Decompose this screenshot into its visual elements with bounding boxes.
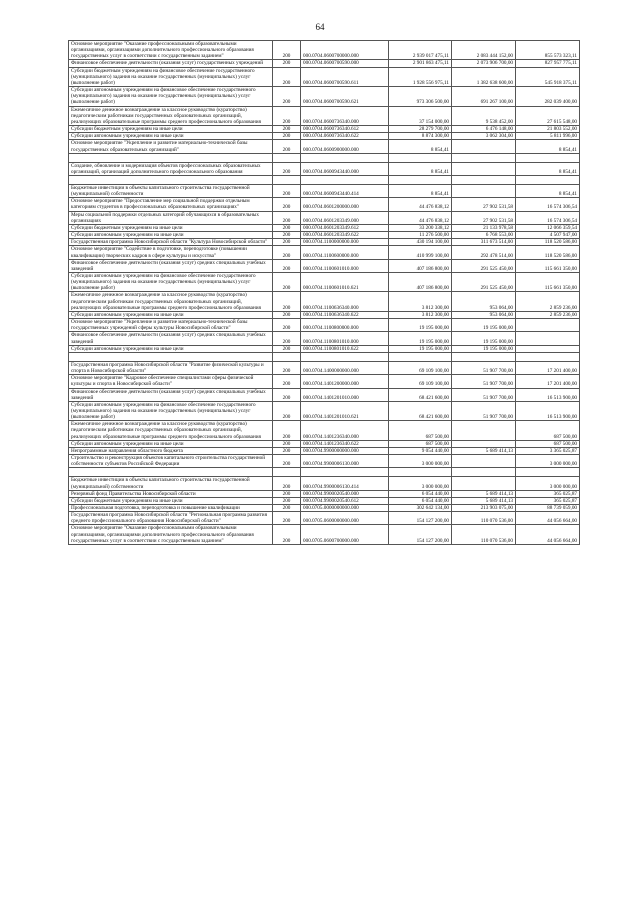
table-row	[69, 60, 580, 67]
executed-amount-cell: 691 267 100,00	[452, 87, 516, 106]
unexecuted-amount-cell: 115 661 350,00	[516, 259, 580, 272]
classification-code-cell	[301, 468, 389, 477]
table-row	[69, 106, 580, 125]
approved-amount-cell: 973 306 500,00	[389, 87, 452, 106]
executed-amount-cell	[452, 184, 516, 197]
expense-name-cell: Субсидии автономным учреждениям на иные цели	[69, 345, 273, 352]
unexecuted-amount-cell	[516, 345, 580, 352]
approved-amount-cell: 44 476 838,12	[389, 211, 452, 224]
classification-code-cell: 000.0705.0000000000.000	[301, 505, 389, 512]
executed-amount-cell: 311 673 514,00	[452, 239, 516, 246]
approved-amount-cell: 154 127 200,00	[389, 525, 452, 544]
table-row	[69, 133, 580, 140]
expense-name-cell: Субсидии автономным учреждениям на иные цели	[69, 133, 273, 140]
unexecuted-amount-cell: 545 918 375,11	[516, 67, 580, 86]
expense-name-cell: Субсидии автономным учреждениям на иные цели	[69, 232, 273, 239]
table-spacer-row	[69, 175, 580, 184]
expense-name-cell: Основное мероприятие "Содействие в подготовке, переподготовке (повышении квалификации) творческих кадров в сфере культуры и искусства"	[69, 246, 273, 259]
expense-name-cell	[69, 153, 273, 162]
table-row	[69, 259, 580, 272]
line-code-cell	[273, 352, 301, 361]
unexecuted-amount-cell: 365 025,87	[516, 490, 580, 497]
executed-amount-cell: 292 478 514,00	[452, 246, 516, 259]
line-code-cell: 200	[273, 375, 301, 388]
classification-code-cell: 000.0704.0601203349.000	[301, 211, 389, 224]
table-row	[69, 273, 580, 292]
line-code-cell: 200	[273, 497, 301, 504]
classification-code-cell: 000.0704.1100801010.622	[301, 345, 389, 352]
line-code-cell: 200	[273, 140, 301, 153]
expense-name-cell: Субсидии бюджетным учреждениям на финансовое обеспечение государственного (муниципального) задания на оказание государственных (муниципальных) услуг (выполнение работ)	[69, 67, 273, 86]
line-code-cell: 200	[273, 361, 301, 374]
line-code-cell: 200	[273, 211, 301, 224]
expense-name-cell: Субсидии автономным учреждениям на финансовое обеспечение государственного (муниципального) задания на оказание государственных (муниципальных) услуг (выполнение работ)	[69, 401, 273, 420]
unexecuted-amount-cell: 5 811 996,00	[516, 133, 580, 140]
approved-amount-cell: 3 000 000,00	[389, 455, 452, 468]
expense-name-cell: Основное мероприятие "Оказание профессиональными образовательными организациями, организациями дополнительного профессионального образования государственных услуг в соответствии с государственным заданием"	[69, 525, 273, 544]
approved-amount-cell: 33 200 338,12	[389, 224, 452, 231]
line-code-cell: 200	[273, 126, 301, 133]
expense-name-cell: Субсидии бюджетным учреждениям на иные цели	[69, 497, 273, 504]
executed-amount-cell	[452, 477, 516, 490]
unexecuted-amount-cell: 118 520 586,00	[516, 246, 580, 259]
executed-amount-cell: 110 070 536,00	[452, 525, 516, 544]
approved-amount-cell: 11 276 500,00	[389, 232, 452, 239]
approved-amount-cell	[389, 468, 452, 477]
approved-amount-cell: 410 999 100,00	[389, 246, 452, 259]
approved-amount-cell: 69 109 100,00	[389, 361, 452, 374]
table-row	[69, 311, 580, 318]
executed-amount-cell: 19 195 000,00	[452, 319, 516, 332]
classification-code-cell: 000.0704.1100601010.000	[301, 259, 389, 272]
executed-amount-cell	[452, 455, 516, 468]
expense-name-cell: Государственная программа Новосибирской области "Развитие физической культуры и спорта в Новосибирской области"	[69, 361, 273, 374]
unexecuted-amount-cell	[516, 352, 580, 361]
unexecuted-amount-cell: 27 615 548,00	[516, 106, 580, 125]
classification-code-cell: 000.0704.1100636340.622	[301, 311, 389, 318]
executed-amount-cell: 9 538 452,00	[452, 106, 516, 125]
table-row	[69, 440, 580, 447]
classification-code-cell: 000.0704.1400000000.000	[301, 361, 389, 374]
executed-amount-cell: 2 083 444 152,00	[452, 41, 516, 60]
table-row	[69, 239, 580, 246]
unexecuted-amount-cell: 687 500,00	[516, 421, 580, 440]
classification-code-cell	[301, 352, 389, 361]
unexecuted-amount-cell: 44 056 664,00	[516, 525, 580, 544]
unexecuted-amount-cell: 16 513 900,00	[516, 388, 580, 401]
unexecuted-amount-cell: 88 739 059,00	[516, 505, 580, 512]
classification-code-cell: 000.0704.0601200000.000	[301, 198, 389, 211]
table-row	[69, 361, 580, 374]
table-row	[69, 224, 580, 231]
classification-code-cell: 000.0704.1100000000.000	[301, 239, 389, 246]
line-code-cell: 200	[273, 198, 301, 211]
classification-code-cell: 000.0704.0600700000.000	[301, 41, 389, 60]
executed-amount-cell: 953 064,00	[452, 292, 516, 311]
expense-name-cell: Строительство и реконструкция объектов капитального строительства государственной собственности субъектов Российской Федерации	[69, 455, 273, 468]
unexecuted-amount-cell: 855 573 323,11	[516, 41, 580, 60]
unexecuted-amount-cell	[516, 175, 580, 184]
executed-amount-cell: 19 195 000,00	[452, 332, 516, 345]
classification-code-cell: 000.0705.0600700000.000	[301, 525, 389, 544]
line-code-cell: 200	[273, 232, 301, 239]
approved-amount-cell: 6 054 440,00	[389, 497, 452, 504]
classification-code-cell: 000.0704.0600700590.621	[301, 87, 389, 106]
table-row	[69, 525, 580, 544]
expense-name-cell: Субсидии бюджетным учреждениям на иные цели	[69, 224, 273, 231]
unexecuted-amount-cell	[516, 468, 580, 477]
line-code-cell	[273, 468, 301, 477]
line-code-cell: 200	[273, 447, 301, 454]
line-code-cell: 200	[273, 259, 301, 272]
classification-code-cell: 000.0704.1401201010.621	[301, 401, 389, 420]
approved-amount-cell: 68 421 600,00	[389, 388, 452, 401]
line-code-cell: 200	[273, 67, 301, 86]
unexecuted-amount-cell: 44 056 664,00	[516, 512, 580, 525]
line-code-cell: 200	[273, 246, 301, 259]
line-code-cell: 200	[273, 512, 301, 525]
expense-name-cell: Создание, обновление и модернизация объектов профессиональных образовательных организаций, организаций дополнительного профессионального образования	[69, 162, 273, 175]
table-row	[69, 505, 580, 512]
expense-name-cell: Непрограммные направления областного бюджета	[69, 447, 273, 454]
table-row	[69, 126, 580, 133]
unexecuted-amount-cell: 21 803 552,00	[516, 126, 580, 133]
expense-name-cell: Субсидии бюджетным учреждениям на иные цели	[69, 126, 273, 133]
line-code-cell: 200	[273, 525, 301, 544]
approved-amount-cell: 9 054 440,00	[389, 447, 452, 454]
classification-code-cell: 000.0704.9900006130.414	[301, 477, 389, 490]
expense-name-cell: Основное мероприятие "Кадровое обеспечение специалистами сферы физической культуры и спорта в Новосибирской области"	[69, 375, 273, 388]
executed-amount-cell: 213 903 075,00	[452, 505, 516, 512]
line-code-cell: 200	[273, 505, 301, 512]
table-row	[69, 319, 580, 332]
classification-code-cell: 000.0704.0600700590.611	[301, 67, 389, 86]
approved-amount-cell: 6 054 440,00	[389, 490, 452, 497]
unexecuted-amount-cell	[516, 319, 580, 332]
executed-amount-cell: 19 195 000,00	[452, 345, 516, 352]
unexecuted-amount-cell: 687 500,00	[516, 440, 580, 447]
unexecuted-amount-cell: 365 025,87	[516, 497, 580, 504]
line-code-cell: 200	[273, 401, 301, 420]
expense-name-cell: Финансовое обеспечение деятельности (оказания услуг) государственных учреждений	[69, 60, 273, 67]
classification-code-cell: 000.0704.1401200000.000	[301, 375, 389, 388]
table-row	[69, 388, 580, 401]
unexecuted-amount-cell: 12 066 359,54	[516, 224, 580, 231]
unexecuted-amount-cell: 16 513 900,00	[516, 401, 580, 420]
expense-name-cell: Ежемесячное денежное вознаграждение за классное руководство (кураторство) педагогическим работникам государственных образовательных организаций, реализующих образовательные программы среднего профессионального образования	[69, 106, 273, 125]
approved-amount-cell: 28 279 700,00	[389, 126, 452, 133]
table-row	[69, 198, 580, 211]
table-row	[69, 41, 580, 60]
unexecuted-amount-cell: 115 661 350,00	[516, 273, 580, 292]
approved-amount-cell: 44 476 838,12	[389, 198, 452, 211]
line-code-cell: 200	[273, 224, 301, 231]
approved-amount-cell: 69 109 100,00	[389, 375, 452, 388]
page-number: 64	[315, 22, 325, 32]
expense-name-cell: Государственная программа Новосибирской области "Культура Новосибирской области"	[69, 239, 273, 246]
classification-code-cell: 000.0704.0600943440.414	[301, 184, 389, 197]
classification-code-cell: 000.0704.0600943440.000	[301, 162, 389, 175]
unexecuted-amount-cell: 16 574 306,54	[516, 198, 580, 211]
unexecuted-amount-cell	[516, 332, 580, 345]
classification-code-cell: 000.0704.1100600000.000	[301, 246, 389, 259]
classification-code-cell	[301, 153, 389, 162]
classification-code-cell: 000.0704.1100636340.000	[301, 292, 389, 311]
line-code-cell: 200	[273, 319, 301, 332]
unexecuted-amount-cell: 17 201 400,00	[516, 375, 580, 388]
executed-amount-cell: 27 902 531,58	[452, 211, 516, 224]
classification-code-cell: 000.0704.1100801010.000	[301, 332, 389, 345]
approved-amount-cell: 407 186 800,00	[389, 273, 452, 292]
line-code-cell	[273, 175, 301, 184]
expense-name-cell: Меры социальной поддержки отдельных категорий обучающихся в образовательных организациях	[69, 211, 273, 224]
budget-table-body	[69, 41, 580, 545]
line-code-cell: 200	[273, 41, 301, 60]
table-row	[69, 140, 580, 153]
unexecuted-amount-cell: 3 365 025,87	[516, 447, 580, 454]
approved-amount-cell: 8 854,41	[389, 162, 452, 175]
classification-code-cell: 000.0704.1401236340.000	[301, 421, 389, 440]
executed-amount-cell: 6 476 148,00	[452, 126, 516, 133]
line-code-cell: 200	[273, 106, 301, 125]
executed-amount-cell: 291 525 450,00	[452, 273, 516, 292]
line-code-cell: 200	[273, 133, 301, 140]
table-row	[69, 497, 580, 504]
executed-amount-cell	[452, 421, 516, 440]
approved-amount-cell: 302 642 134,00	[389, 505, 452, 512]
line-code-cell: 200	[273, 292, 301, 311]
unexecuted-amount-cell: 17 201 400,00	[516, 361, 580, 374]
line-code-cell: 200	[273, 490, 301, 497]
table-row	[69, 421, 580, 440]
expense-name-cell: Ежемесячное денежное вознаграждение за классное руководство (кураторство) педагогическим работникам государственных образовательных организаций, реализующих образовательные программы среднего профессионального образования	[69, 292, 273, 311]
approved-amount-cell: 68 421 600,00	[389, 401, 452, 420]
unexecuted-amount-cell: 8 854,41	[516, 162, 580, 175]
unexecuted-amount-cell: 8 854,41	[516, 184, 580, 197]
table-row	[69, 490, 580, 497]
classification-code-cell: 000.0704.1401201010.000	[301, 388, 389, 401]
classification-code-cell	[301, 175, 389, 184]
table-row	[69, 292, 580, 311]
expense-name-cell	[69, 468, 273, 477]
executed-amount-cell: 6 768 553,00	[452, 232, 516, 239]
table-row	[69, 162, 580, 175]
line-code-cell: 200	[273, 162, 301, 175]
classification-code-cell: 000.0704.0600736340.622	[301, 133, 389, 140]
classification-code-cell: 000.0704.9900020540.612	[301, 497, 389, 504]
table-row	[69, 375, 580, 388]
classification-code-cell: 000.0704.9900000000.000	[301, 447, 389, 454]
line-code-cell: 200	[273, 311, 301, 318]
table-row	[69, 184, 580, 197]
table-row	[69, 477, 580, 490]
classification-code-cell: 000.0704.0600900000.000	[301, 140, 389, 153]
approved-amount-cell: 154 127 200,00	[389, 512, 452, 525]
expense-name-cell: Финансовое обеспечение деятельности (оказания услуг) средних специальных учебных заведений	[69, 332, 273, 345]
executed-amount-cell: 51 907 700,00	[452, 361, 516, 374]
executed-amount-cell: 51 907 700,00	[452, 388, 516, 401]
approved-amount-cell: 407 186 800,00	[389, 259, 452, 272]
table-row	[69, 455, 580, 468]
expense-name-cell: Субсидии автономным учреждениям на финансовое обеспечение государственного (муниципального) задания на оказание государственных (муниципальных) услуг (выполнение работ)	[69, 273, 273, 292]
approved-amount-cell	[389, 175, 452, 184]
expense-name-cell: Субсидии автономным учреждениям на иные цели	[69, 311, 273, 318]
executed-amount-cell: 51 907 700,00	[452, 375, 516, 388]
line-code-cell: 200	[273, 87, 301, 106]
expense-name-cell: Субсидии автономным учреждениям на иные цели	[69, 440, 273, 447]
executed-amount-cell	[452, 175, 516, 184]
executed-amount-cell: 5 689 414,13	[452, 490, 516, 497]
unexecuted-amount-cell: 8 854,41	[516, 140, 580, 153]
approved-amount-cell: 430 194 100,00	[389, 239, 452, 246]
line-code-cell: 200	[273, 477, 301, 490]
approved-amount-cell: 1 928 556 975,11	[389, 67, 452, 86]
expense-name-cell: Финансовое обеспечение деятельности (оказания услуг) средних специальных учебных заведений	[69, 388, 273, 401]
executed-amount-cell: 21 133 978,58	[452, 224, 516, 231]
executed-amount-cell: 5 689 414,13	[452, 447, 516, 454]
line-code-cell: 200	[273, 239, 301, 246]
executed-amount-cell	[452, 140, 516, 153]
line-code-cell: 200	[273, 440, 301, 447]
expense-name-cell: Субсидии автономным учреждениям на финансовое обеспечение государственного (муниципального) задания на оказание государственных (муниципальных) услуг (выполнение работ)	[69, 87, 273, 106]
approved-amount-cell	[389, 352, 452, 361]
table-row	[69, 345, 580, 352]
approved-amount-cell: 3 812 300,00	[389, 311, 452, 318]
unexecuted-amount-cell: 16 574 306,54	[516, 211, 580, 224]
table-spacer-row	[69, 468, 580, 477]
expense-name-cell: Бюджетные инвестиции в объекты капитального строительства государственной (муниципальной) собственности	[69, 477, 273, 490]
approved-amount-cell: 8 854,41	[389, 184, 452, 197]
expense-name-cell: Основное мероприятие "Предоставление мер социальной поддержки отдельным категориям студентов в профессиональных образовательных организациях"	[69, 198, 273, 211]
line-code-cell: 200	[273, 421, 301, 440]
table-row	[69, 232, 580, 239]
classification-code-cell: 000.0704.0600736340.000	[301, 106, 389, 125]
executed-amount-cell: 5 689 414,13	[452, 497, 516, 504]
expense-name-cell: Основное мероприятие "Оказание профессиональными образовательными организациями, организациями дополнительного профессионального образования государственных услуг в соответствии с государственным заданием"	[69, 41, 273, 60]
expense-name-cell: Финансовое обеспечение деятельности (оказания услуг) средних специальных учебных заведений	[69, 259, 273, 272]
approved-amount-cell: 3 812 300,00	[389, 292, 452, 311]
unexecuted-amount-cell: 2 859 236,00	[516, 311, 580, 318]
executed-amount-cell	[452, 162, 516, 175]
approved-amount-cell: 2 901 863 475,11	[389, 60, 452, 67]
approved-amount-cell: 37 154 000,00	[389, 106, 452, 125]
unexecuted-amount-cell: 118 520 586,00	[516, 239, 580, 246]
approved-amount-cell: 19 195 000,00	[389, 345, 452, 352]
approved-amount-cell: 19 195 000,00	[389, 332, 452, 345]
line-code-cell	[273, 153, 301, 162]
approved-amount-cell: 19 195 000,00	[389, 319, 452, 332]
classification-code-cell: 000.0704.0600736340.612	[301, 126, 389, 133]
classification-code-cell: 000.0704.0600700590.000	[301, 60, 389, 67]
unexecuted-amount-cell: 4 507 947,00	[516, 232, 580, 239]
line-code-cell: 200	[273, 60, 301, 67]
classification-code-cell: 000.0704.9900020540.000	[301, 490, 389, 497]
executed-amount-cell	[452, 468, 516, 477]
executed-amount-cell	[452, 352, 516, 361]
classification-code-cell: 000.0704.0601203349.612	[301, 224, 389, 231]
budget-table	[68, 40, 580, 545]
expense-name-cell: Профессиональная подготовка, переподготовка и повышение квалификации	[69, 505, 273, 512]
unexecuted-amount-cell: 282 039 400,00	[516, 87, 580, 106]
line-code-cell: 200	[273, 455, 301, 468]
unexecuted-amount-cell: 3 000 000,00	[516, 455, 580, 468]
table-row	[69, 512, 580, 525]
unexecuted-amount-cell: 3 000 000,00	[516, 477, 580, 490]
executed-amount-cell: 953 064,00	[452, 311, 516, 318]
executed-amount-cell: 27 902 531,58	[452, 198, 516, 211]
table-spacer-row	[69, 352, 580, 361]
executed-amount-cell: 291 525 450,00	[452, 259, 516, 272]
executed-amount-cell: 2 073 906 700,00	[452, 60, 516, 67]
approved-amount-cell: 3 000 000,00	[389, 477, 452, 490]
approved-amount-cell	[389, 153, 452, 162]
executed-amount-cell: 3 062 304,00	[452, 133, 516, 140]
table-row	[69, 246, 580, 259]
executed-amount-cell: 1 382 638 600,00	[452, 67, 516, 86]
expense-name-cell: Основное мероприятие "Укрепление и развитие материально-технической базы государственных учреждений сферы культуры Новосибирской области"	[69, 319, 273, 332]
executed-amount-cell	[452, 153, 516, 162]
table-row	[69, 211, 580, 224]
line-code-cell: 200	[273, 273, 301, 292]
expense-name-cell: Бюджетные инвестиции в объекты капитального строительства государственной (муниципальной) собственности	[69, 184, 273, 197]
unexecuted-amount-cell: 827 957 775,11	[516, 60, 580, 67]
table-spacer-row	[69, 153, 580, 162]
approved-amount-cell: 8 874 300,00	[389, 133, 452, 140]
approved-amount-cell: 2 939 017 475,11	[389, 41, 452, 60]
approved-amount-cell: 687 500,00	[389, 440, 452, 447]
line-code-cell: 200	[273, 345, 301, 352]
table-row	[69, 401, 580, 420]
unexecuted-amount-cell	[516, 153, 580, 162]
table-row	[69, 67, 580, 86]
executed-amount-cell: 110 070 536,00	[452, 512, 516, 525]
approved-amount-cell: 8 854,41	[389, 140, 452, 153]
table-row	[69, 447, 580, 454]
line-code-cell: 200	[273, 332, 301, 345]
expense-name-cell	[69, 352, 273, 361]
classification-code-cell: 000.0704.1100800000.000	[301, 319, 389, 332]
executed-amount-cell: 51 907 700,00	[452, 401, 516, 420]
table-row	[69, 87, 580, 106]
unexecuted-amount-cell: 2 859 236,00	[516, 292, 580, 311]
expense-name-cell	[69, 175, 273, 184]
approved-amount-cell: 687 500,00	[389, 421, 452, 440]
classification-code-cell: 000.0704.9900006130.000	[301, 455, 389, 468]
expense-name-cell: Резервный фонд Правительства Новосибирской области	[69, 490, 273, 497]
table-row	[69, 332, 580, 345]
line-code-cell: 200	[273, 184, 301, 197]
classification-code-cell: 000.0705.0600000000.000	[301, 512, 389, 525]
classification-code-cell: 000.0704.0601203349.622	[301, 232, 389, 239]
executed-amount-cell	[452, 440, 516, 447]
classification-code-cell: 000.0704.1401236340.622	[301, 440, 389, 447]
line-code-cell: 200	[273, 388, 301, 401]
classification-code-cell: 000.0704.1100601010.621	[301, 273, 389, 292]
expense-name-cell: Основное мероприятие "Укрепление и развитие материально-технической базы государственных образовательных организаций"	[69, 140, 273, 153]
expense-name-cell: Ежемесячное денежное вознаграждение за классное руководство (кураторство) педагогическим работникам государственных образовательных организаций, реализующих образовательные программы среднего профессионального образования	[69, 421, 273, 440]
expense-name-cell: Государственная программа Новосибирской области "Региональная программа развития среднего профессионального образования Новосибирской области"	[69, 512, 273, 525]
